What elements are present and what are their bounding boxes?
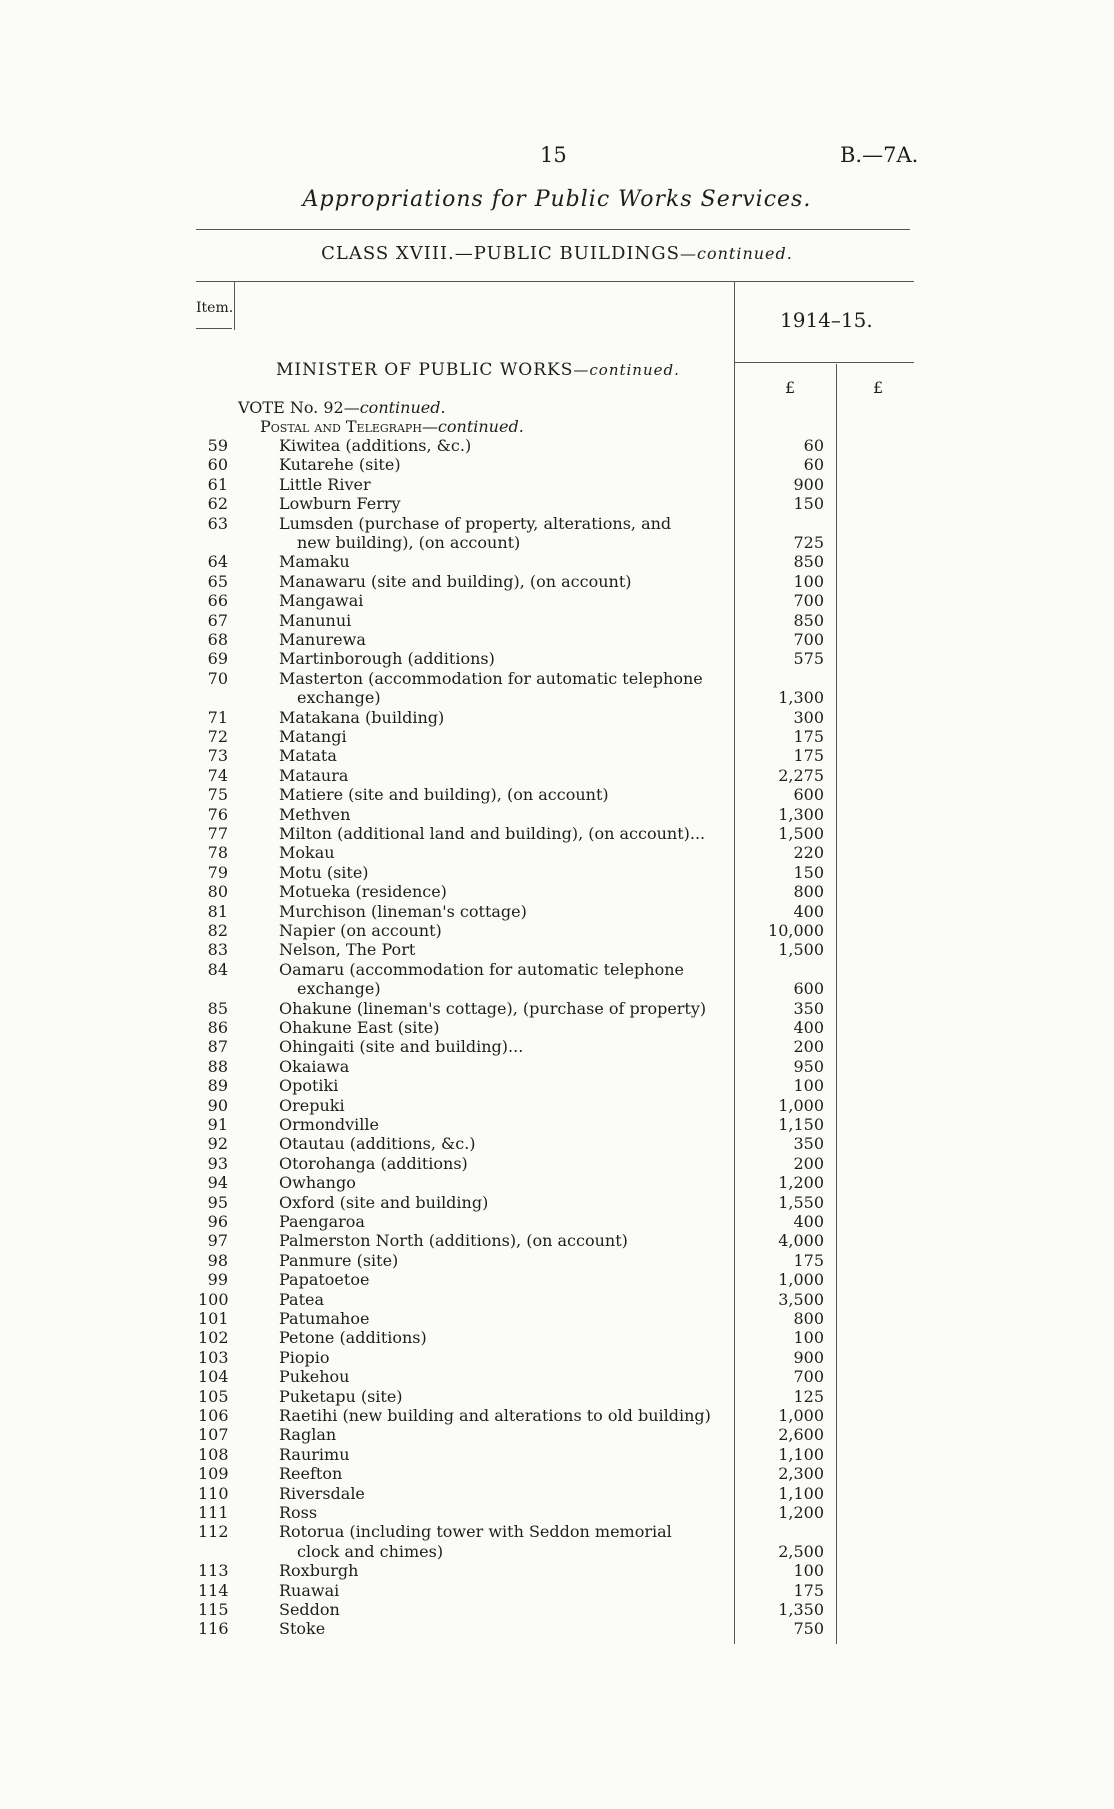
item-amount: 350 bbox=[793, 1134, 824, 1154]
item-number: 94 bbox=[207, 1173, 228, 1193]
item-amount: 950 bbox=[793, 1056, 824, 1076]
item-amount: 725 bbox=[793, 532, 824, 552]
item-amount: 60 bbox=[803, 436, 824, 455]
item-amount: 850 bbox=[793, 610, 824, 630]
table-row bbox=[0, 1290, 1114, 1309]
item-amount: 100 bbox=[793, 1561, 824, 1581]
item-description: Stoke bbox=[279, 1619, 326, 1639]
item-number: 71 bbox=[207, 707, 228, 727]
item-description: Owhango bbox=[279, 1173, 356, 1193]
item-amount: 1,200 bbox=[778, 1503, 824, 1522]
item-description-continued: new building), (on account) bbox=[297, 532, 521, 552]
table-row bbox=[0, 1037, 1114, 1056]
table-row bbox=[0, 999, 1114, 1018]
item-description-continued: clock and chimes) bbox=[297, 1541, 444, 1561]
item-description: Papatoetoe bbox=[279, 1270, 370, 1290]
table-row bbox=[0, 455, 1114, 474]
item-amount: 400 bbox=[793, 1212, 824, 1231]
item-number: 108 bbox=[198, 1444, 229, 1464]
table-row bbox=[0, 1503, 1114, 1522]
item-amount: 150 bbox=[793, 862, 824, 882]
item-description: Ross bbox=[279, 1503, 318, 1522]
table-row bbox=[0, 843, 1114, 862]
item-number: 113 bbox=[198, 1561, 229, 1581]
item-amount: 1,150 bbox=[778, 1115, 824, 1134]
subhead-heading bbox=[260, 417, 524, 436]
item-amount: 1,500 bbox=[778, 824, 824, 843]
item-amount: 1,000 bbox=[778, 1406, 824, 1425]
item-description: Manunui bbox=[279, 610, 352, 630]
table-row bbox=[0, 1464, 1114, 1483]
item-number: 107 bbox=[198, 1425, 229, 1445]
item-number: 96 bbox=[207, 1212, 228, 1231]
item-amount: 700 bbox=[793, 1367, 824, 1387]
item-amount: 2,600 bbox=[778, 1425, 824, 1445]
item-number: 72 bbox=[207, 727, 228, 746]
item-description: Seddon bbox=[279, 1600, 340, 1619]
item-number: 93 bbox=[207, 1153, 228, 1173]
table-row bbox=[0, 785, 1114, 804]
item-number: 98 bbox=[207, 1250, 228, 1270]
item-number: 112 bbox=[198, 1522, 229, 1542]
item-number: 106 bbox=[198, 1406, 229, 1425]
item-description: Orepuki bbox=[279, 1095, 345, 1115]
item-description: Manurewa bbox=[279, 630, 366, 649]
item-number: 80 bbox=[207, 882, 228, 902]
item-description: Roxburgh bbox=[279, 1561, 359, 1581]
subhead-heading-text: Postal and Telegraph bbox=[260, 417, 422, 436]
item-description: Ohakune (lineman's cottage), (purchase of property) bbox=[279, 998, 707, 1018]
item-description: Raglan bbox=[279, 1425, 337, 1445]
item-number: 61 bbox=[207, 474, 228, 494]
class-heading-suffix: —continued. bbox=[680, 244, 793, 263]
item-amount: 400 bbox=[793, 901, 824, 921]
table-row bbox=[0, 1406, 1114, 1425]
table-row bbox=[0, 475, 1114, 494]
table-row bbox=[0, 1561, 1114, 1580]
table-row bbox=[0, 902, 1114, 921]
table-row bbox=[0, 572, 1114, 591]
item-description: Raetihi (new building and alterations to old building) bbox=[279, 1406, 711, 1425]
table-row bbox=[0, 863, 1114, 882]
table-row bbox=[0, 1619, 1114, 1638]
item-description: Mokau bbox=[279, 843, 335, 863]
item-description: Puketapu (site) bbox=[279, 1386, 403, 1406]
vote-heading-suffix: —continued. bbox=[343, 398, 446, 417]
item-number: 114 bbox=[198, 1580, 229, 1600]
item-description: Mangawai bbox=[279, 591, 364, 611]
table-row bbox=[0, 1212, 1114, 1231]
item-description: Matiere (site and building), (on account) bbox=[279, 785, 609, 805]
table-row bbox=[0, 1270, 1114, 1289]
table-row bbox=[0, 436, 1114, 455]
item-amount: 1,100 bbox=[778, 1483, 824, 1503]
item-description: Methven bbox=[279, 804, 351, 824]
vote-heading bbox=[238, 398, 446, 417]
item-description: Milton (additional land and building), (on account)... bbox=[279, 824, 706, 843]
item-column-header: Item. bbox=[196, 300, 234, 316]
item-amount: 1,550 bbox=[778, 1192, 824, 1212]
item-description: Paengaroa bbox=[279, 1212, 365, 1231]
item-amount: 3,500 bbox=[778, 1289, 824, 1309]
minister-heading-text: MINISTER OF PUBLIC WORKS bbox=[276, 360, 574, 380]
item-number: 67 bbox=[207, 610, 228, 630]
item-amount: 1,300 bbox=[778, 804, 824, 824]
item-amount: 220 bbox=[793, 843, 824, 863]
item-amount: 200 bbox=[793, 1037, 824, 1057]
item-description: Okaiawa bbox=[279, 1056, 350, 1076]
item-number: 77 bbox=[207, 824, 228, 843]
item-number: 83 bbox=[207, 940, 228, 960]
item-number: 104 bbox=[198, 1367, 229, 1387]
vote-heading-text: VOTE No. 92 bbox=[238, 398, 344, 417]
item-amount: 400 bbox=[793, 1018, 824, 1037]
item-description: Riversdale bbox=[279, 1483, 365, 1503]
item-amount: 300 bbox=[793, 707, 824, 727]
class-heading bbox=[0, 243, 1114, 264]
item-description: Ormondville bbox=[279, 1115, 379, 1134]
item-number: 90 bbox=[207, 1095, 228, 1115]
item-amount: 200 bbox=[793, 1153, 824, 1173]
item-number: 111 bbox=[198, 1503, 229, 1522]
item-amount: 350 bbox=[793, 998, 824, 1018]
item-description: Oxford (site and building) bbox=[279, 1192, 489, 1212]
item-number: 101 bbox=[198, 1309, 229, 1328]
table-row bbox=[0, 1096, 1114, 1115]
item-amount: 900 bbox=[793, 474, 824, 494]
item-amount: 175 bbox=[793, 1250, 824, 1270]
table-row bbox=[0, 1193, 1114, 1212]
item-description: Oamaru (accommodation for automatic telephone bbox=[279, 959, 685, 979]
class-heading-text: CLASS XVIII.—PUBLIC BUILDINGS bbox=[321, 243, 680, 264]
table-row bbox=[0, 1522, 1114, 1561]
item-amount: 10,000 bbox=[768, 921, 824, 940]
item-description: Kutarehe (site) bbox=[279, 455, 401, 475]
item-description: Lowburn Ferry bbox=[279, 494, 401, 514]
item-amount: 100 bbox=[793, 571, 824, 591]
item-number: 63 bbox=[207, 513, 228, 533]
item-description: Piopio bbox=[279, 1347, 330, 1367]
item-description: Matakana (building) bbox=[279, 707, 445, 727]
table-row bbox=[0, 1581, 1114, 1600]
item-description: Kiwitea (additions, &c.) bbox=[279, 436, 472, 455]
item-number: 62 bbox=[207, 494, 228, 514]
item-description: Otorohanga (additions) bbox=[279, 1153, 468, 1173]
table-top-rule bbox=[196, 281, 914, 282]
item-number: 95 bbox=[207, 1192, 228, 1212]
item-amount: 60 bbox=[803, 455, 824, 475]
item-number: 60 bbox=[207, 455, 228, 475]
item-number: 88 bbox=[207, 1056, 228, 1076]
item-description: Matangi bbox=[279, 727, 347, 746]
item-description: Petone (additions) bbox=[279, 1328, 427, 1348]
table-row bbox=[0, 1173, 1114, 1192]
table-row bbox=[0, 1154, 1114, 1173]
table-row bbox=[0, 1134, 1114, 1153]
item-description: Nelson, The Port bbox=[279, 940, 416, 960]
table-row bbox=[0, 746, 1114, 765]
item-amount: 750 bbox=[793, 1619, 824, 1639]
table-row bbox=[0, 766, 1114, 785]
item-amount: 2,300 bbox=[778, 1464, 824, 1484]
item-amount: 1,350 bbox=[778, 1600, 824, 1619]
table-row bbox=[0, 591, 1114, 610]
item-number: 70 bbox=[207, 668, 228, 688]
item-amount: 600 bbox=[793, 979, 824, 999]
table-row bbox=[0, 1484, 1114, 1503]
item-amount: 700 bbox=[793, 591, 824, 611]
item-amount: 575 bbox=[793, 649, 824, 669]
item-description: Ohakune East (site) bbox=[279, 1018, 440, 1037]
item-number: 76 bbox=[207, 804, 228, 824]
subhead-heading-suffix: —continued. bbox=[421, 417, 524, 436]
item-amount: 175 bbox=[793, 1580, 824, 1600]
item-description: Motu (site) bbox=[279, 862, 369, 882]
table-row bbox=[0, 940, 1114, 959]
item-description: Matata bbox=[279, 746, 337, 766]
table-row bbox=[0, 1445, 1114, 1464]
item-description: Manawaru (site and building), (on account) bbox=[279, 571, 632, 591]
item-description: Panmure (site) bbox=[279, 1250, 399, 1270]
item-description: Palmerston North (additions), (on account) bbox=[279, 1231, 628, 1251]
item-number: 82 bbox=[207, 921, 228, 940]
item-amount: 800 bbox=[793, 882, 824, 902]
item-amount: 125 bbox=[793, 1386, 824, 1406]
item-number: 87 bbox=[207, 1037, 228, 1057]
table-row bbox=[0, 1076, 1114, 1095]
item-description-continued: exchange) bbox=[297, 979, 381, 999]
table-row bbox=[0, 1600, 1114, 1619]
item-amount: 1,100 bbox=[778, 1444, 824, 1464]
item-amount: 175 bbox=[793, 727, 824, 746]
item-description: Reefton bbox=[279, 1464, 343, 1484]
table-row bbox=[0, 1387, 1114, 1406]
table-row bbox=[0, 630, 1114, 649]
minister-heading-suffix: —continued. bbox=[573, 361, 680, 379]
table-row bbox=[0, 1348, 1114, 1367]
item-description: Napier (on account) bbox=[279, 921, 442, 940]
item-amount: 100 bbox=[793, 1328, 824, 1348]
item-number: 81 bbox=[207, 901, 228, 921]
item-number: 85 bbox=[207, 998, 228, 1018]
item-number: 102 bbox=[198, 1328, 229, 1348]
item-number: 92 bbox=[207, 1134, 228, 1154]
item-amount: 1,300 bbox=[778, 688, 824, 708]
currency-symbol-total: £ bbox=[873, 378, 884, 397]
item-header-rule bbox=[196, 328, 232, 329]
item-number: 75 bbox=[207, 785, 228, 805]
item-description: Otautau (additions, &c.) bbox=[279, 1134, 476, 1154]
year-column-header: 1914–15. bbox=[780, 308, 873, 332]
item-number: 116 bbox=[198, 1619, 229, 1639]
table-row bbox=[0, 1425, 1114, 1444]
table-row bbox=[0, 494, 1114, 513]
table-row bbox=[0, 1231, 1114, 1250]
item-number: 86 bbox=[207, 1018, 228, 1037]
item-description: Opotiki bbox=[279, 1076, 339, 1096]
item-amount: 4,000 bbox=[778, 1231, 824, 1251]
item-number: 73 bbox=[207, 746, 228, 766]
item-description: Rotorua (including tower with Seddon memorial bbox=[279, 1522, 672, 1542]
item-amount: 1,000 bbox=[778, 1095, 824, 1115]
item-column-divider bbox=[234, 282, 235, 330]
table-row bbox=[0, 727, 1114, 746]
item-number: 89 bbox=[207, 1076, 228, 1096]
table-row bbox=[0, 1251, 1114, 1270]
item-number: 105 bbox=[198, 1386, 229, 1406]
item-number: 115 bbox=[198, 1600, 229, 1619]
item-amount: 850 bbox=[793, 552, 824, 572]
table-row bbox=[0, 960, 1114, 999]
item-number: 103 bbox=[198, 1347, 229, 1367]
item-amount: 900 bbox=[793, 1347, 824, 1367]
table-row bbox=[0, 708, 1114, 727]
table-row bbox=[0, 1328, 1114, 1347]
item-description: Motueka (residence) bbox=[279, 882, 447, 902]
table-row bbox=[0, 1057, 1114, 1076]
item-amount: 1,000 bbox=[778, 1270, 824, 1290]
item-number: 78 bbox=[207, 843, 228, 863]
item-description-continued: exchange) bbox=[297, 688, 381, 708]
page-number: 15 bbox=[540, 143, 567, 167]
item-number: 97 bbox=[207, 1231, 228, 1251]
item-number: 84 bbox=[207, 959, 228, 979]
title-rule bbox=[196, 229, 910, 230]
item-description: Ohingaiti (site and building)... bbox=[279, 1037, 524, 1057]
item-number: 65 bbox=[207, 571, 228, 591]
item-description: Raurimu bbox=[279, 1444, 350, 1464]
item-number: 69 bbox=[207, 649, 228, 669]
item-amount: 2,275 bbox=[778, 765, 824, 785]
item-description: Lumsden (purchase of property, alterations, and bbox=[279, 513, 672, 533]
table-row bbox=[0, 824, 1114, 843]
table-row bbox=[0, 882, 1114, 901]
item-description: Ruawai bbox=[279, 1580, 340, 1600]
currency-symbol-amount: £ bbox=[785, 378, 796, 397]
minister-heading bbox=[276, 360, 680, 380]
item-number: 64 bbox=[207, 552, 228, 572]
page-title: Appropriations for Public Works Services. bbox=[302, 187, 812, 212]
item-amount: 600 bbox=[793, 785, 824, 805]
table-row bbox=[0, 1018, 1114, 1037]
item-amount: 100 bbox=[793, 1076, 824, 1096]
item-number: 100 bbox=[198, 1289, 229, 1309]
table-row bbox=[0, 552, 1114, 571]
item-amount: 2,500 bbox=[778, 1541, 824, 1561]
table-row bbox=[0, 611, 1114, 630]
item-description: Mamaku bbox=[279, 552, 350, 572]
item-number: 79 bbox=[207, 862, 228, 882]
item-amount: 700 bbox=[793, 630, 824, 649]
item-number: 68 bbox=[207, 630, 228, 649]
item-amount: 150 bbox=[793, 494, 824, 514]
table-row bbox=[0, 1115, 1114, 1134]
table-row bbox=[0, 1309, 1114, 1328]
item-amount: 800 bbox=[793, 1309, 824, 1328]
year-header-rule bbox=[734, 362, 914, 363]
item-number: 74 bbox=[207, 765, 228, 785]
item-description: Mataura bbox=[279, 765, 349, 785]
item-description: Masterton (accommodation for automatic telephone bbox=[279, 668, 703, 688]
table-row bbox=[0, 669, 1114, 708]
item-description: Patea bbox=[279, 1289, 325, 1309]
item-number: 110 bbox=[198, 1483, 229, 1503]
table-row bbox=[0, 805, 1114, 824]
table-row bbox=[0, 921, 1114, 940]
item-number: 109 bbox=[198, 1464, 229, 1484]
item-number: 66 bbox=[207, 591, 228, 611]
item-description: Murchison (lineman's cottage) bbox=[279, 901, 527, 921]
item-description: Martinborough (additions) bbox=[279, 649, 495, 669]
item-description: Pukehou bbox=[279, 1367, 350, 1387]
table-row bbox=[0, 1367, 1114, 1386]
item-amount: 175 bbox=[793, 746, 824, 766]
item-number: 91 bbox=[207, 1115, 228, 1134]
item-amount: 1,500 bbox=[778, 940, 824, 960]
document-reference: B.—7A. bbox=[840, 143, 919, 167]
item-amount: 1,200 bbox=[778, 1173, 824, 1193]
table-row bbox=[0, 514, 1114, 553]
table-row bbox=[0, 649, 1114, 668]
item-number: 59 bbox=[207, 436, 228, 455]
item-description: Little River bbox=[279, 474, 371, 494]
item-description: Patumahoe bbox=[279, 1309, 370, 1328]
item-number: 99 bbox=[207, 1270, 228, 1290]
